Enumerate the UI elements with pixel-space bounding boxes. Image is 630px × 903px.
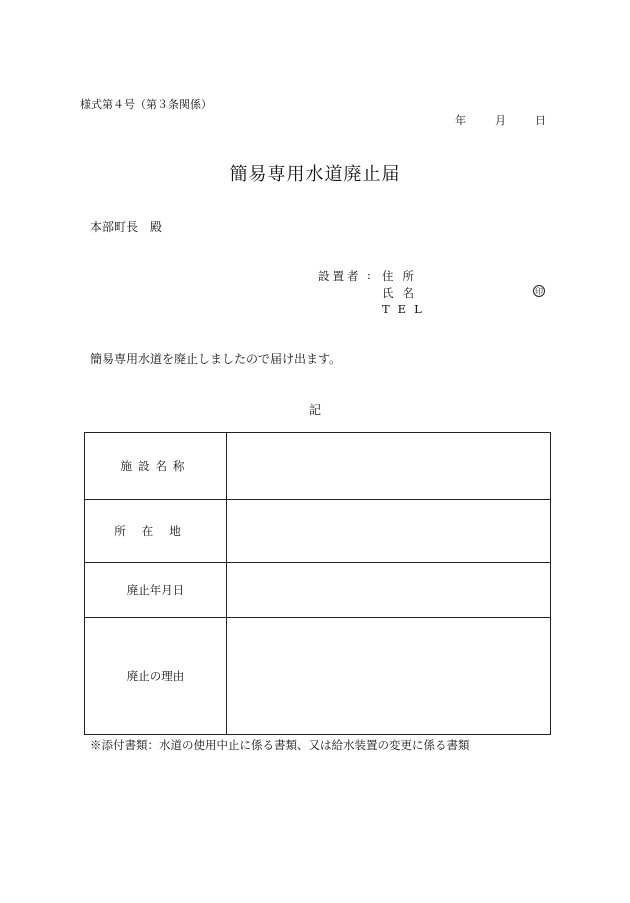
name-label: 氏名 xyxy=(382,286,423,300)
facility-name-field[interactable] xyxy=(227,433,551,500)
document-title: 簡易専用水道廃止届 xyxy=(229,164,401,185)
note-heading: 記 xyxy=(308,403,321,417)
abolition-date-label: 廃止年月日 xyxy=(85,563,227,618)
applicant-role-label: 設置者 xyxy=(318,269,362,283)
location-label: 所在地 xyxy=(85,500,227,563)
date-line xyxy=(455,112,546,128)
facility-name-label: 施設名称 xyxy=(85,433,227,500)
details-table xyxy=(84,432,551,735)
attachment-footnote: ※添付書類：水道の使用中止に係る書類、又は給水装置の変更に係る書類 xyxy=(90,738,470,752)
abolition-date-field[interactable] xyxy=(227,563,551,618)
form-number: 様式第４号（第３条関係） xyxy=(80,98,212,111)
location-field[interactable] xyxy=(227,500,551,563)
seal-mark: 印 xyxy=(535,287,543,296)
table-row xyxy=(85,433,551,500)
date-year-label: 年 xyxy=(455,114,466,127)
statement: 簡易専用水道を廃止しましたので届け出ます。 xyxy=(90,352,342,366)
applicant-colon: : xyxy=(367,268,371,282)
abolition-reason-field[interactable] xyxy=(227,618,551,735)
date-month-label: 月 xyxy=(495,114,506,127)
addressee: 本部町長 殿 xyxy=(90,220,163,234)
address-label: 住所 xyxy=(382,269,423,283)
date-day-label: 日 xyxy=(535,114,546,127)
abolition-reason-label: 廃止の理由 xyxy=(85,618,227,735)
tel-label: TEL xyxy=(382,302,430,316)
table-row xyxy=(85,618,551,735)
table-row xyxy=(85,500,551,563)
table-row xyxy=(85,563,551,618)
